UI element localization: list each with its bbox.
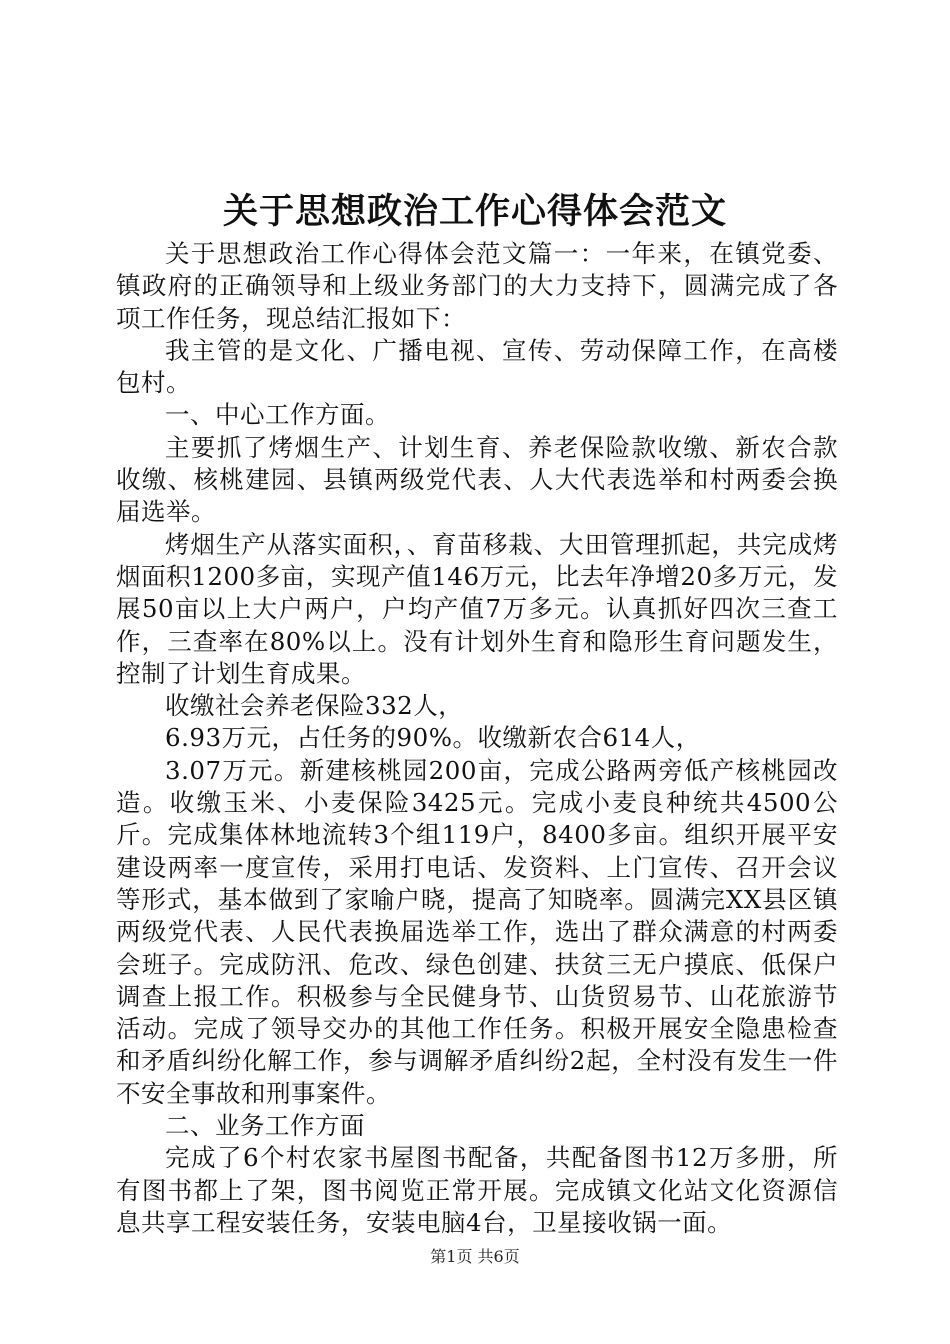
- paragraph-responsibilities: 我主管的是文化、广播电视、宣传、劳动保障工作，在高楼包村。: [116, 335, 838, 398]
- paragraph-main-tasks: 主要抓了烤烟生产、计划生育、养老保险款收缴、新农合款收缴、核桃建园、县镇两级党代表、人大代表选举和村两委会换届选举。: [116, 432, 838, 527]
- document-title: 关于思想政治工作心得体会范文: [222, 191, 727, 232]
- paragraph-intro: 关于思想政治工作心得体会范文篇一：一年来，在镇党委、镇政府的正确领导和上级业务部门的大力支持下，圆满完成了各项工作任务，现总结汇报如下：: [116, 239, 838, 333]
- section-heading-business-work: 二、业务工作方面: [165, 1111, 365, 1141]
- paragraph-cooperative-collection: 6.93万元，占任务的90%。收缴新农合614人，: [165, 723, 701, 753]
- paragraph-pension-collection: 收缴社会养老保险332人，: [165, 691, 464, 721]
- section-heading-central-work: 一、中心工作方面。: [165, 400, 390, 430]
- paragraph-walnut-and-safety: 3.07万元。新建核桃园200亩，完成公路两旁低产核桃园改造。收缴玉米、小麦保险3425元。完成小麦良种统共4500公斤。完成集体林地流转3个组119户，8400多亩。组织开展平安建设两率一度宣传，采用打电话、发资料、上门宣传、召开会议等形式，基本做到了家喻户晓，提高了知晓率。圆满完XX县区镇两级党代表、人民代表换届选举工作，选出了群众满意的村两委会班子。完成防汛、危改、绿色创建、扶贫三无户摸底、低保户调查上报工作。积极参与全民健身节、山货贸易节、山花旅游节活动。完成了领导交办的其他工作任务。积极开展安全隐患检查和矛盾纠纷化解工作，参与调解矛盾纠纷2起，全村没有发生一件不安全事故和刑事案件。: [116, 755, 838, 1108]
- page-number: 第1页 共6页: [430, 1247, 520, 1266]
- paragraph-library: 完成了6个村农家书屋图书配备，共配备图书12万多册，所有图书都上了架，图书阅览正常开展。完成镇文化站文化资源信息共享工程安装任务，安装电脑4台，卫星接收锅一面。: [116, 1143, 838, 1237]
- document-body: [116, 238, 838, 1239]
- paragraph-tobacco-production: 烤烟生产从落实面积，、育苗移栽、大田管理抓起，共完成烤烟面积1200多亩，实现产值146万元，比去年净增20多万元，发展50亩以上大户两户，户均产值7万多元。认真抓好四次三查工作，三查率在80%以上。没有计划外生育和隐形生育问题发生，控制了计划生育成果。: [116, 529, 838, 688]
